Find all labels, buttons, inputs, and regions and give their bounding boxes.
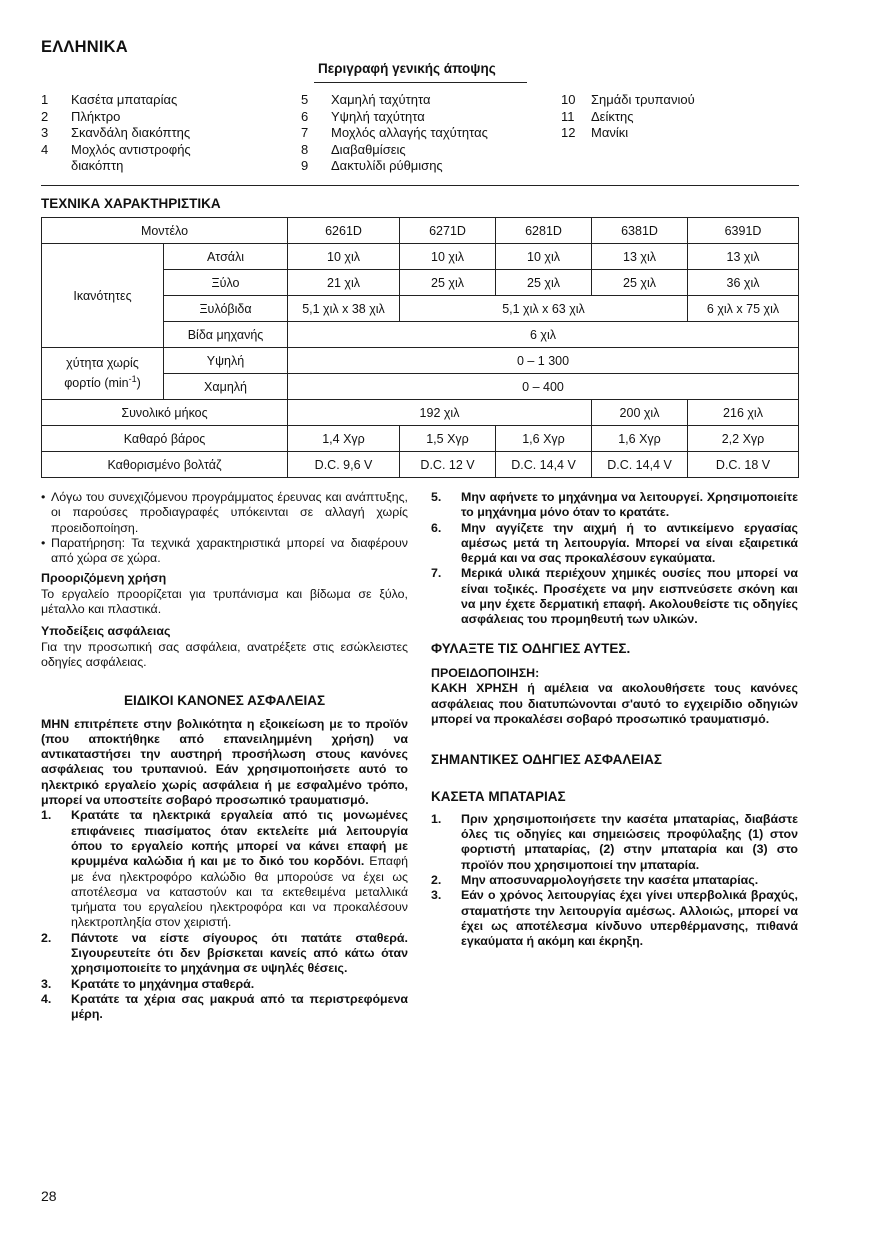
note-item bbox=[41, 490, 408, 536]
part-label: Δακτυλίδι ρύθμισης bbox=[331, 158, 443, 174]
low-label: Χαμηλή bbox=[164, 374, 288, 400]
warning-title: ΠΡΟΕΙΔΟΠΟΙΗΣΗ: bbox=[431, 665, 540, 680]
model-cell: 6261D bbox=[288, 218, 400, 244]
item-number: 1. bbox=[41, 808, 52, 823]
warning-text: ΚΑΚΗ ΧΡΗΣΗ ή αμέλεια να ακολουθήσετε τους κανόνες ασφάλειας που διατυπώνονται σ'αυτό το εγχειρίδιο οδηγιών μπορεί να προκαλέσει σοβαρό προσωπικό τραυματισμό. bbox=[431, 681, 798, 726]
item-number: 5. bbox=[431, 490, 442, 504]
item-text-bold: Κρατάτε το μηχάνημα σταθερά. bbox=[71, 976, 255, 991]
part-number: 3 bbox=[41, 125, 49, 141]
table-cell: 192 χιλ bbox=[288, 400, 592, 426]
list-item bbox=[431, 566, 798, 627]
part-number: 1 bbox=[41, 92, 49, 107]
table-row bbox=[42, 426, 799, 452]
parts-item bbox=[41, 125, 291, 142]
table-cell: D.C. 12 V bbox=[400, 452, 496, 478]
item-text-bold: Μερικά υλικά περιέχουν χημικές ουσίες που μπορεί να είναι τοξικές. Προσέχετε να μην εισπνεύσετε σκόνη και να μην έχετε δερματική επαφή. Ακολουθείστε τις οδηγίες ασφάλειας του προμηθευτή των υλικών. bbox=[461, 566, 798, 627]
part-number: 4 bbox=[41, 141, 49, 157]
table-cell: 216 χιλ bbox=[688, 400, 799, 426]
table-cell: 2,2 Χγρ bbox=[688, 426, 799, 452]
parts-list-col2 bbox=[301, 92, 556, 175]
save-instructions-heading: ΦΥΛΑΞΤΕ ΤΙΣ ΟΔΗΓΙΕΣ ΑΥΤΕΣ. bbox=[431, 640, 631, 656]
part-number: 8 bbox=[301, 141, 309, 157]
parts-item bbox=[41, 92, 291, 109]
table-cell: 1,5 Χγρ bbox=[400, 426, 496, 452]
language-heading: ΕΛΛΗΝΙΚΑ bbox=[41, 38, 128, 56]
page-number: 28 bbox=[41, 1188, 57, 1204]
part-label: Σκανδάλη διακόπτης bbox=[71, 125, 191, 141]
specs-table bbox=[41, 217, 799, 478]
speed-label-line2: φορτίο (min bbox=[64, 376, 129, 391]
speed-label-sup: -1 bbox=[128, 374, 137, 385]
item-number: 7. bbox=[431, 566, 442, 581]
parts-item bbox=[41, 142, 291, 175]
note-text: Λόγω του συνεχιζόμενου προγράμματος έρευνας και ανάπτυξης, οι παρούσες προδιαγραφές υπόκεινται σε αλλαγή χωρίς προειδοποίηση. bbox=[51, 490, 408, 535]
section-divider bbox=[41, 185, 799, 186]
speed-label-end: ) bbox=[136, 376, 141, 391]
table-cell: 5,1 χιλ x 63 χιλ bbox=[400, 296, 688, 322]
safety-hints-title: Υποδείξεις ασφάλειας bbox=[41, 624, 171, 639]
parts-item bbox=[561, 109, 799, 126]
table-row bbox=[42, 218, 799, 244]
item-number: 1. bbox=[431, 811, 442, 826]
item-text-bold: Κρατάτε τα χέρια σας μακρυά από τα περιστρεφόμενα μέρη. bbox=[71, 991, 408, 1022]
table-cell: 13 χιλ bbox=[688, 244, 799, 270]
item-text-bold: Πάντοτε να είστε σίγουρος ότι πατάτε σταθερά. Σιγουρευτείτε ότι δεν βρίσκεται κανείς από κάτω όταν χρησιμοποιείτε το μηχάνημα σε υψηλές θέσεις. bbox=[71, 930, 408, 976]
list-item bbox=[431, 521, 798, 567]
table-cell: 200 χιλ bbox=[592, 400, 688, 426]
table-cell: D.C. 14,4 V bbox=[592, 452, 688, 478]
item-number: 2. bbox=[431, 872, 442, 887]
parts-item bbox=[41, 109, 291, 126]
part-number: 11 bbox=[561, 108, 575, 124]
part-number: 7 bbox=[301, 125, 309, 141]
parts-item bbox=[301, 92, 556, 109]
steel-label: Ατσάλι bbox=[164, 244, 288, 270]
part-label: Σημάδι τρυπανιού bbox=[591, 92, 695, 107]
parts-item bbox=[301, 125, 556, 142]
item-number: 2. bbox=[41, 930, 52, 945]
model-cell: 6271D bbox=[400, 218, 496, 244]
table-row bbox=[42, 452, 799, 478]
right-column bbox=[431, 490, 798, 949]
part-number: 2 bbox=[41, 108, 49, 124]
item-text-bold: Κρατάτε τα ηλεκτρικά εργαλεία από τις μονωμένες επιφάνειες πιασίματος όταν εκτελείτε μιά λειτουργία όπου το εργαλείο κοπής μπορεί να κάνει επαφή με κρυμμένα καλώδια ή και με το δικό του κορδόνι. bbox=[71, 808, 408, 869]
item-number: 6. bbox=[431, 520, 442, 535]
intended-use-text: Το εργαλείο προορίζεται για τρυπάνισμα και βίδωμα σε ξύλο, μέταλλο και πλαστικά. bbox=[41, 586, 408, 617]
table-cell: 25 χιλ bbox=[592, 270, 688, 296]
list-item bbox=[41, 977, 408, 992]
model-cell: 6281D bbox=[496, 218, 592, 244]
list-item bbox=[431, 873, 798, 888]
part-label: Πλήκτρο bbox=[71, 108, 121, 124]
item-text-bold: Μην αποσυναρμολογήσετε την κασέτα μπαταρίας. bbox=[461, 872, 759, 887]
part-label: Χαμηλή ταχύτητα bbox=[331, 92, 431, 107]
high-label: Υψηλή bbox=[164, 348, 288, 374]
part-number: 5 bbox=[301, 92, 309, 107]
part-label: Διαβαθμίσεις bbox=[331, 141, 406, 157]
table-cell: 25 χιλ bbox=[496, 270, 592, 296]
part-label: Μανίκι bbox=[591, 125, 629, 141]
model-cell: 6381D bbox=[592, 218, 688, 244]
part-number: 9 bbox=[301, 158, 309, 174]
special-rules-title: ΕΙΔΙΚΟΙ ΚΑΝΟΝΕΣ ΑΣΦΑΛΕΙΑΣ bbox=[123, 693, 326, 709]
table-cell: 13 χιλ bbox=[592, 244, 688, 270]
parts-item bbox=[561, 125, 799, 142]
part-number: 6 bbox=[301, 108, 309, 124]
table-cell: 0 – 400 bbox=[288, 374, 799, 400]
parts-item bbox=[561, 92, 799, 109]
table-cell: 10 χιλ bbox=[496, 244, 592, 270]
special-rules-intro: ΜΗΝ επιτρέπετε στην βολικότητα η εξοικείωση με το προϊόν (που αποκτήθηκε από επανειλημμένη χρήση) να αντικαταστήσει την αυστηρή προσήλωση στους κανόνες ασφάλειας του τρυπανιού. Εάν χρησιμοποιήσετε αυτό το ηλεκτρικό εργαλείο χωρίς ασφάλεια ή με εσφαλμένο τρόπο, μπορεί να υποστείτε σοβαρό προσωπικό τραυματισμό. bbox=[41, 716, 408, 808]
wood-label: Ξύλο bbox=[164, 270, 288, 296]
list-item bbox=[431, 490, 798, 521]
item-number: 3. bbox=[431, 888, 442, 903]
table-cell: 1,6 Χγρ bbox=[496, 426, 592, 452]
voltage-label: Καθορισμένο βολτάζ bbox=[42, 452, 288, 478]
table-cell: 6 χιλ bbox=[288, 322, 799, 348]
speed-label bbox=[42, 348, 164, 400]
table-cell: 25 χιλ bbox=[400, 270, 496, 296]
parts-list-col3 bbox=[561, 92, 799, 142]
woodscrew-label: Ξυλόβιδα bbox=[164, 296, 288, 322]
parts-item bbox=[301, 109, 556, 126]
weight-label: Καθαρό βάρος bbox=[42, 426, 288, 452]
table-cell: 6 χιλ x 75 χιλ bbox=[688, 296, 799, 322]
overview-title: Περιγραφή γενικής άποψης bbox=[318, 61, 496, 76]
table-row bbox=[42, 244, 799, 270]
part-label: Δείκτης bbox=[591, 108, 634, 124]
left-column bbox=[41, 490, 408, 1023]
bullet-icon: • bbox=[41, 490, 46, 504]
table-cell: 21 χιλ bbox=[288, 270, 400, 296]
machinescrew-label: Βίδα μηχανής bbox=[164, 322, 288, 348]
table-cell: 36 χιλ bbox=[688, 270, 799, 296]
table-cell: 1,4 Χγρ bbox=[288, 426, 400, 452]
table-row bbox=[42, 400, 799, 426]
list-item bbox=[41, 992, 408, 1023]
parts-list-col1 bbox=[41, 92, 291, 175]
safety-hints-text: Για την προσωπική σας ασφάλεια, ανατρέξετε στις εσώκλειστες οδηγίες ασφάλειας. bbox=[41, 639, 408, 669]
model-cell: 6391D bbox=[688, 218, 799, 244]
part-label: Υψηλή ταχύτητα bbox=[331, 108, 425, 124]
specs-heading: ΤΕΧΝΙΚΑ ΧΑΡΑΚΤΗΡΙΣΤΙΚΑ bbox=[41, 196, 221, 211]
item-text-bold: Εάν ο χρόνος λειτουργίας έχει γίνει υπερβολικά βραχύς, σταματήστε την λειτουργία αμέσως. Αλλοιώς, μπορεί να έχει ως αποτέλεσμα κίνδυνο υπερθέρμανσης, πιθανά εγκαύματα ή ακόμη και έκρηξη. bbox=[461, 888, 798, 949]
parts-item bbox=[301, 142, 556, 159]
intended-use-title: Προοριζόμενη χρήση bbox=[41, 571, 167, 586]
bullet-icon: • bbox=[41, 535, 46, 550]
note-text: Παρατήρηση: Τα τεχνικά χαρακτηριστικά μπορεί να διαφέρουν από χώρα σε χώρα. bbox=[51, 535, 408, 566]
item-text: Επαφή με ένα ηλεκτροφόρο καλώδιο θα μπορούσε να έχει ως αποτέλεσμα να καταστούν και τα εκτεθειμένα μεταλλικά τμήματα του εργαλείου ηλεκτροφόρα και να προκαλέσουν ηλεκτροπληξία στον χειριστή. bbox=[71, 854, 409, 930]
table-cell: 5,1 χιλ x 38 χιλ bbox=[288, 296, 400, 322]
important-safety-heading: ΣΗΜΑΝΤΙΚΕΣ ΟΔΗΓΙΕΣ ΑΣΦΑΛΕΙΑΣ bbox=[431, 752, 662, 768]
table-cell: D.C. 18 V bbox=[688, 452, 799, 478]
length-label: Συνολικό μήκος bbox=[42, 400, 288, 426]
overview-underline bbox=[314, 82, 527, 83]
model-label: Μοντέλο bbox=[42, 218, 288, 244]
table-cell: 10 χιλ bbox=[288, 244, 400, 270]
table-cell: D.C. 14,4 V bbox=[496, 452, 592, 478]
speed-label-line1: χύτητα χωρίς bbox=[66, 356, 139, 371]
part-number: 12 bbox=[561, 125, 576, 141]
list-item bbox=[431, 888, 798, 949]
parts-item bbox=[301, 158, 556, 175]
part-label: Μοχλός αντιστροφής διακόπτη bbox=[71, 141, 191, 174]
item-text-bold: Μην αφήνετε το μηχάνημα να λειτουργεί. Χρησιμοποιείτε το μηχάνημα μόνο όταν το κρατάτε. bbox=[461, 490, 798, 520]
part-label: Κασέτα μπαταρίας bbox=[71, 92, 178, 107]
list-item bbox=[431, 812, 798, 873]
item-number: 4. bbox=[41, 991, 52, 1006]
table-cell: 0 – 1 300 bbox=[288, 348, 799, 374]
item-text-bold: Μην αγγίζετε την αιχμή ή το αντικείμενο εργασίας αμέσως μετά τη λειτουργία. Μπορεί να είναι εξαιρετικά θερμά και να σας προκαλέσουν εγκαύματα. bbox=[461, 520, 798, 566]
table-cell: 10 χιλ bbox=[400, 244, 496, 270]
table-cell: D.C. 9,6 V bbox=[288, 452, 400, 478]
item-number: 3. bbox=[41, 976, 52, 991]
table-row bbox=[42, 348, 799, 374]
capacities-label: Ικανότητες bbox=[42, 244, 164, 348]
item-text-bold: Πριν χρησιμοποιήσετε την κασέτα μπαταρίας, διαβάστε όλες τις οδηγίες και σημειώσεις προφύλαξης (1) στον φορτιστή μπαταρίας, (2) στην μπαταρία και (3) στο προϊόν που χρησιμοποιεί την μπαταρία. bbox=[461, 811, 798, 872]
part-number: 10 bbox=[561, 92, 576, 107]
part-label: Μοχλός αλλαγής ταχύτητας bbox=[331, 125, 488, 141]
battery-heading: ΚΑΣΕΤΑ ΜΠΑΤΑΡΙΑΣ bbox=[431, 789, 566, 805]
list-item bbox=[41, 931, 408, 977]
table-cell: 1,6 Χγρ bbox=[592, 426, 688, 452]
list-item bbox=[41, 808, 408, 930]
note-item bbox=[41, 536, 408, 567]
